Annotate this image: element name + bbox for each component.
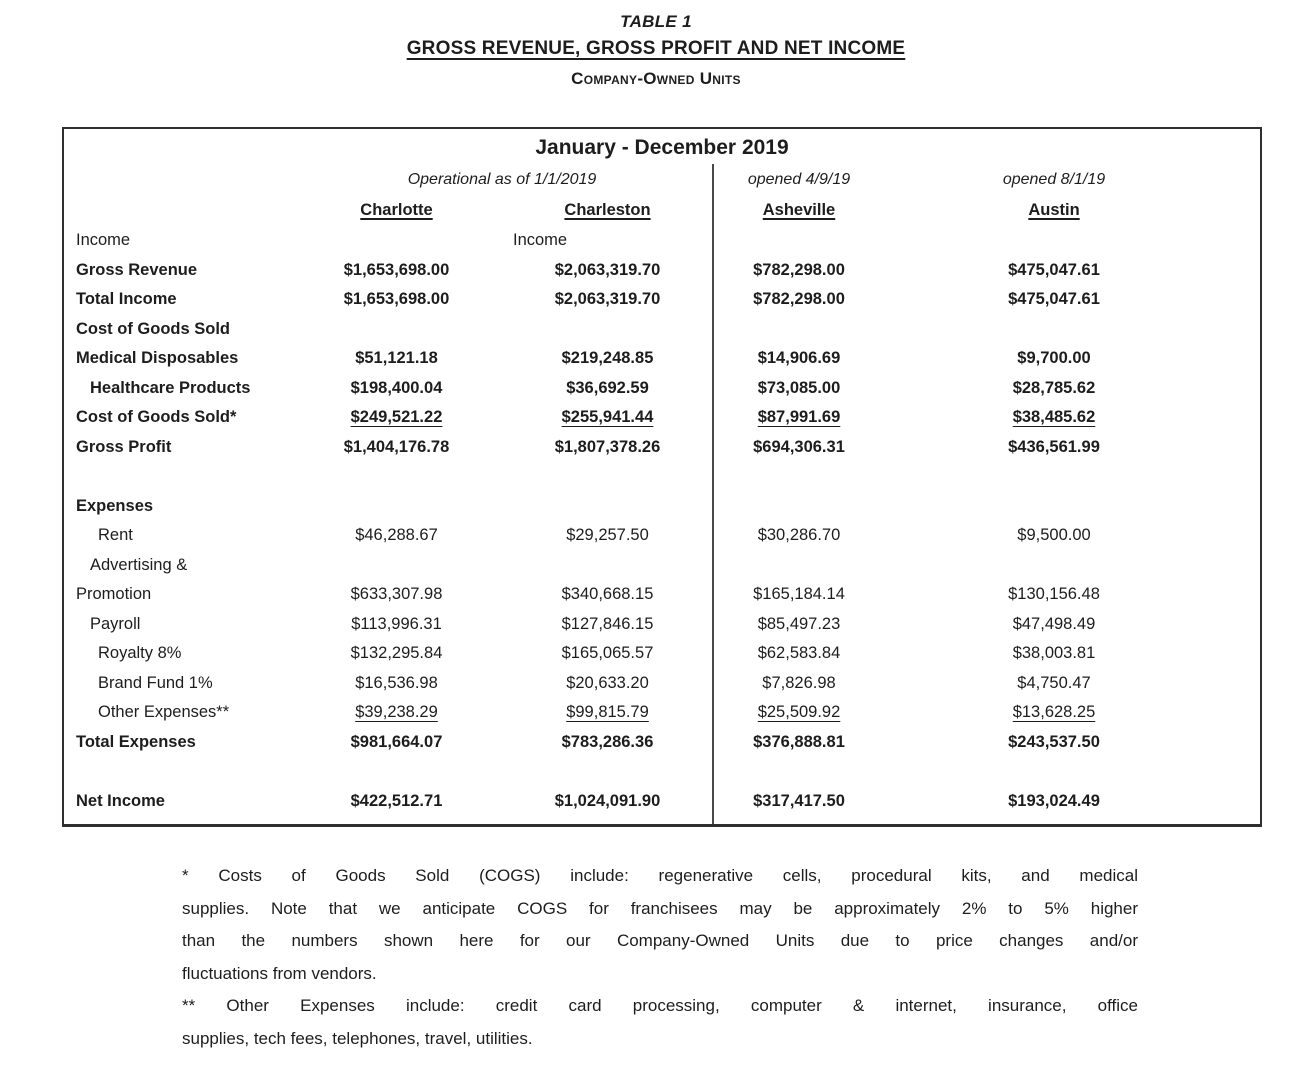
cell-austin: [884, 492, 1260, 522]
cell-austin: $9,700.00: [1017, 349, 1091, 367]
table-row: [64, 669, 1260, 699]
cell-asheville: $85,497.23: [757, 614, 841, 633]
cell-charleston: [479, 492, 714, 522]
cell-charleston: $165,065.57: [561, 644, 654, 662]
cell-austin: $38,485.62: [1012, 408, 1096, 426]
cell-charleston: $340,668.15: [561, 585, 654, 603]
cell-asheville: $30,286.70: [757, 526, 841, 544]
cell-charlotte: $113,996.31: [351, 614, 442, 633]
cell-asheville: $376,888.81: [753, 732, 845, 751]
column-header-charleston: Charleston: [564, 201, 651, 219]
cell-asheville: $782,298.00: [753, 290, 845, 308]
cell-charlotte: [314, 492, 479, 522]
group-header-operational: Operational as of 1/1/2019: [407, 171, 597, 188]
row-label: Royalty 8%: [98, 644, 182, 662]
cell-charlotte: [314, 315, 479, 345]
cell-charleston: $2,063,319.70: [554, 260, 661, 279]
cell-charlotte: $39,238.29: [355, 703, 438, 721]
cell-asheville: $25,509.92: [757, 703, 841, 721]
cell-charlotte: $132,295.84: [350, 644, 443, 662]
period-title: January - December 2019: [535, 136, 789, 159]
footnote-line: supplies. Note that we anticipate COGS for franchisees may be approximately 2% to 5% higher: [182, 898, 1138, 918]
footnote: [182, 860, 1138, 990]
cell-austin: $13,628.25: [1012, 703, 1096, 721]
cell-austin: $193,024.49: [1008, 791, 1100, 810]
cell-austin: $243,537.50: [1008, 732, 1100, 751]
doc-header: [0, 0, 1312, 89]
table-row: [64, 285, 1260, 315]
cell-charlotte: $51,121.18: [355, 349, 438, 367]
cell-austin: [884, 315, 1260, 345]
cell-austin: $9,500.00: [1017, 526, 1091, 544]
footnote-line: supplies, tech fees, telephones, travel, utilities.: [182, 1028, 533, 1048]
cell-austin: $28,785.62: [1012, 378, 1096, 397]
table-row: [64, 315, 1260, 345]
spacer-row: [64, 757, 1260, 787]
cell-asheville: $317,417.50: [753, 791, 845, 810]
table-row: [64, 580, 1260, 610]
group-header-austin-opened: opened 8/1/19: [1002, 171, 1106, 188]
cell-charleston: $99,815.79: [566, 703, 649, 721]
doc-subtitle: Company-Owned Units: [571, 69, 741, 88]
cell-charleston: $1,024,091.90: [554, 791, 661, 810]
cell-charlotte: $1,653,698.00: [343, 290, 450, 308]
column-header-charlotte: Charlotte: [360, 201, 433, 219]
table-row: [64, 433, 1260, 463]
cell-austin: $475,047.61: [1008, 260, 1100, 279]
row-label: Medical Disposables: [76, 349, 239, 367]
column-header-row: [64, 195, 1260, 226]
spacer-row: [64, 462, 1260, 492]
cell-charlotte: $198,400.04: [350, 378, 443, 397]
cell-charleston: [479, 551, 714, 581]
footnote: [182, 990, 1138, 1055]
cell-austin: [884, 551, 1260, 581]
cell-austin: $47,498.49: [1012, 614, 1096, 633]
cell-charlotte: $633,307.98: [350, 585, 443, 603]
table-body: [64, 226, 1260, 816]
row-label: Brand Fund 1%: [98, 673, 213, 692]
cell-asheville: $165,184.14: [753, 585, 845, 603]
group-header-spacer: [64, 164, 314, 196]
cell-charlotte: $16,536.98: [355, 673, 438, 692]
cell-asheville: [714, 492, 884, 522]
cell-charleston: $127,846.15: [561, 614, 654, 633]
row-label: Other Expenses**: [98, 703, 230, 721]
table-row: [64, 610, 1260, 640]
cell-charleston: $219,248.85: [561, 349, 654, 367]
cell-asheville: [714, 551, 884, 581]
table-row: [64, 551, 1260, 581]
cell-charleston: $783,286.36: [561, 732, 654, 751]
footnote-line: fluctuations from vendors.: [182, 963, 377, 983]
footnote-line: than the numbers shown here for our Company-Owned Units due to price changes and/or: [182, 931, 1138, 950]
cell-asheville: $73,085.00: [757, 378, 841, 397]
column-header-spacer: [64, 195, 314, 226]
table-row: [64, 787, 1260, 817]
cell-asheville: $782,298.00: [753, 260, 845, 279]
table-row: [64, 374, 1260, 404]
table-row: [64, 403, 1260, 433]
cell-charlotte: [314, 226, 479, 256]
cell-asheville: $62,583.84: [757, 644, 841, 662]
cell-austin: [884, 226, 1260, 256]
row-label: Expenses: [76, 496, 154, 515]
group-header-row: [64, 164, 1260, 195]
table-row: [64, 226, 1260, 256]
column-header-asheville: Asheville: [762, 201, 836, 219]
cell-austin: $436,561.99: [1008, 437, 1100, 456]
cell-charlotte: [314, 551, 479, 581]
cell-charlotte: $1,653,698.00: [343, 260, 450, 279]
cell-asheville: [714, 315, 884, 345]
cell-asheville: $14,906.69: [757, 349, 841, 367]
cell-charleston: $29,257.50: [566, 526, 649, 544]
footnotes: [182, 860, 1138, 1055]
cell-austin: $38,003.81: [1012, 644, 1096, 662]
cell-asheville: $7,826.98: [762, 673, 836, 692]
column-header-austin: Austin: [1028, 201, 1080, 219]
cell-charleston: Income: [513, 231, 568, 249]
cell-austin: $4,750.47: [1017, 673, 1091, 692]
row-label: Payroll: [90, 614, 141, 633]
cell-charlotte: $1,404,176.78: [343, 437, 450, 456]
table-row: [64, 256, 1260, 286]
cell-charleston: $20,633.20: [566, 673, 649, 692]
table-label: TABLE 1: [620, 12, 692, 31]
row-label: Cost of Goods Sold: [76, 319, 230, 338]
table-row: [64, 698, 1260, 728]
cell-charlotte: $981,664.07: [350, 732, 443, 751]
row-label: Cost of Goods Sold*: [76, 408, 237, 426]
cell-charleston: [479, 315, 714, 345]
cell-charleston: $1,807,378.26: [554, 437, 661, 456]
cell-charleston: $255,941.44: [561, 408, 654, 426]
financial-table: [62, 127, 1262, 827]
row-label: Total Expenses: [76, 732, 196, 751]
group-header-asheville-opened: opened 4/9/19: [747, 171, 851, 188]
table-row: [64, 344, 1260, 374]
footnote-line: * Costs of Goods Sold (COGS) include: regenerative cells, procedural kits, and medical: [182, 866, 1138, 885]
row-label: Gross Revenue: [76, 260, 198, 279]
doc-title: GROSS REVENUE, GROSS PROFIT AND NET INCOME: [406, 38, 906, 59]
cell-austin: $130,156.48: [1008, 585, 1100, 603]
cell-charlotte: $46,288.67: [355, 526, 438, 544]
row-label: Promotion: [76, 585, 152, 603]
cell-charleston: $2,063,319.70: [554, 290, 661, 308]
cell-asheville: $87,991.69: [757, 408, 841, 426]
row-label: Rent: [98, 526, 133, 544]
cell-charlotte: $249,521.22: [350, 408, 443, 426]
cell-austin: $475,047.61: [1008, 290, 1100, 308]
column-divider: [712, 164, 714, 824]
row-label: Gross Profit: [76, 437, 172, 456]
table-row: [64, 521, 1260, 551]
table-row: [64, 728, 1260, 758]
row-label: Total Income: [76, 290, 177, 308]
cell-asheville: [714, 226, 884, 256]
table-row: [64, 492, 1260, 522]
footnote-line: ** Other Expenses include: credit card processing, computer & internet, insurance, office: [182, 996, 1138, 1015]
row-label: Net Income: [76, 791, 165, 810]
table-row: [64, 639, 1260, 669]
row-label: Income: [76, 231, 131, 249]
cell-charlotte: $422,512.71: [350, 791, 443, 810]
row-label: Advertising &: [90, 555, 188, 574]
row-label: Healthcare Products: [90, 378, 251, 397]
cell-asheville: $694,306.31: [753, 437, 845, 456]
cell-charleston: $36,692.59: [566, 378, 649, 397]
